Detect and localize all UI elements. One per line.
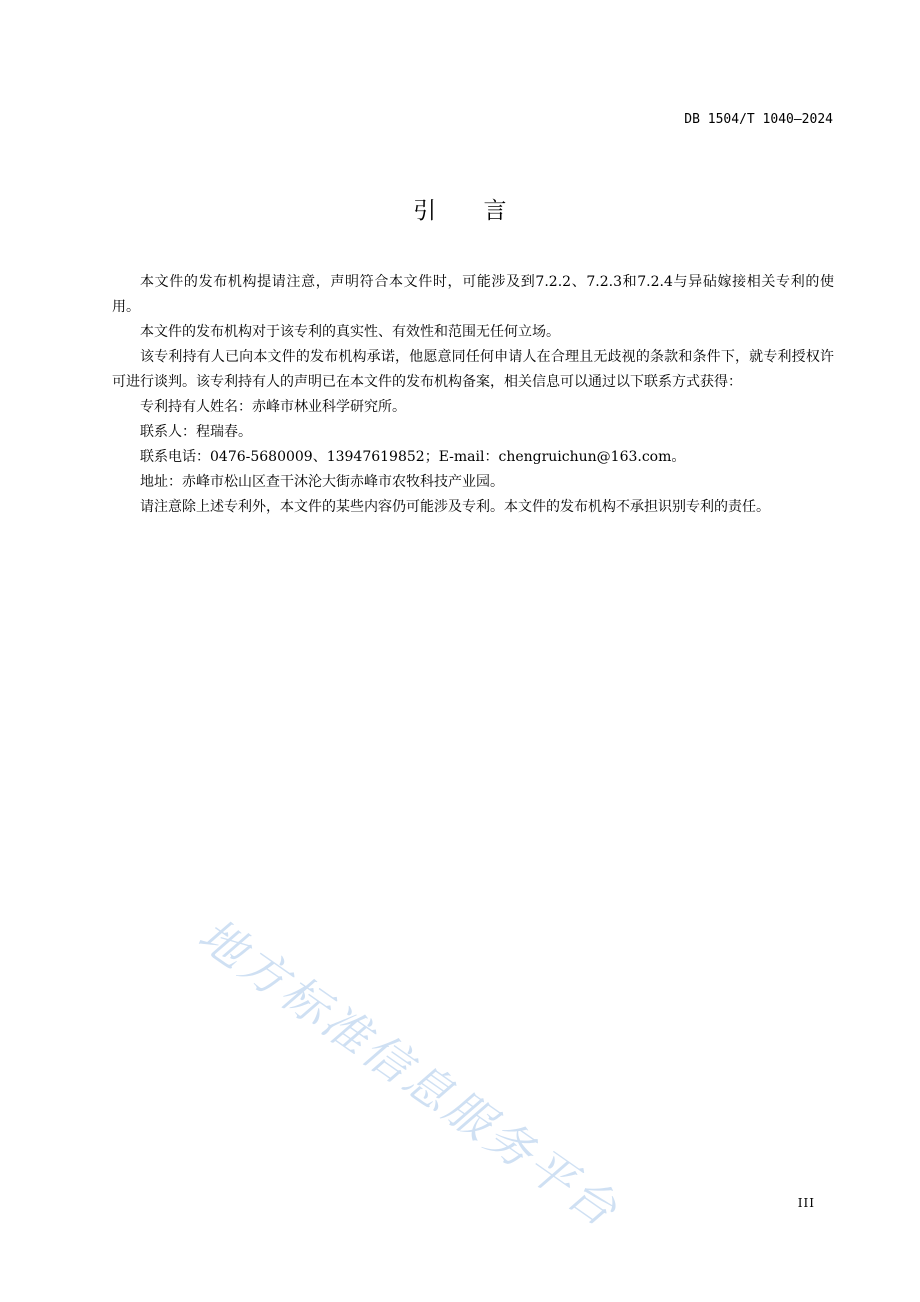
paragraph-patent-notice: 本文件的发布机构提请注意，声明符合本文件时，可能涉及到7.2.2、7.2.3和7.2.4与异砧嫁接相关专利的使用。 [112, 274, 834, 315]
document-body [112, 270, 834, 520]
paragraph-holder-name: 专利持有人姓名：赤峰市林业科学研究所。 [140, 399, 406, 415]
watermark: 地方标准信息服务平台 [188, 907, 630, 1239]
paragraph-address: 地址：赤峰市松山区查干沐沦大街赤峰市农牧科技产业园。 [140, 474, 504, 490]
document-code: DB 1504/T 1040—2024 [684, 112, 833, 127]
paragraph-other-patents: 请注意除上述专利外，本文件的某些内容仍可能涉及专利。本文件的发布机构不承担识别专利的责任。 [140, 499, 770, 515]
page-title: 引 言 [413, 198, 507, 224]
paragraph-contact-person: 联系人：程瑞春。 [140, 424, 252, 440]
page-number: III [797, 1196, 815, 1210]
paragraph-no-position: 本文件的发布机构对于该专利的真实性、有效性和范围无任何立场。 [140, 324, 560, 340]
paragraph-holder-commitment: 该专利持有人已向本文件的发布机构承诺，他愿意同任何申请人在合理且无歧视的条款和条件下，就专利授权许可进行谈判。该专利持有人的声明已在本文件的发布机构备案，相关信息可以通过以下联系方式获得： [112, 349, 834, 390]
paragraph-contact-phone: 联系电话：0476-5680009、13947619852；E-mail：chengruichun@163.com。 [140, 449, 686, 465]
